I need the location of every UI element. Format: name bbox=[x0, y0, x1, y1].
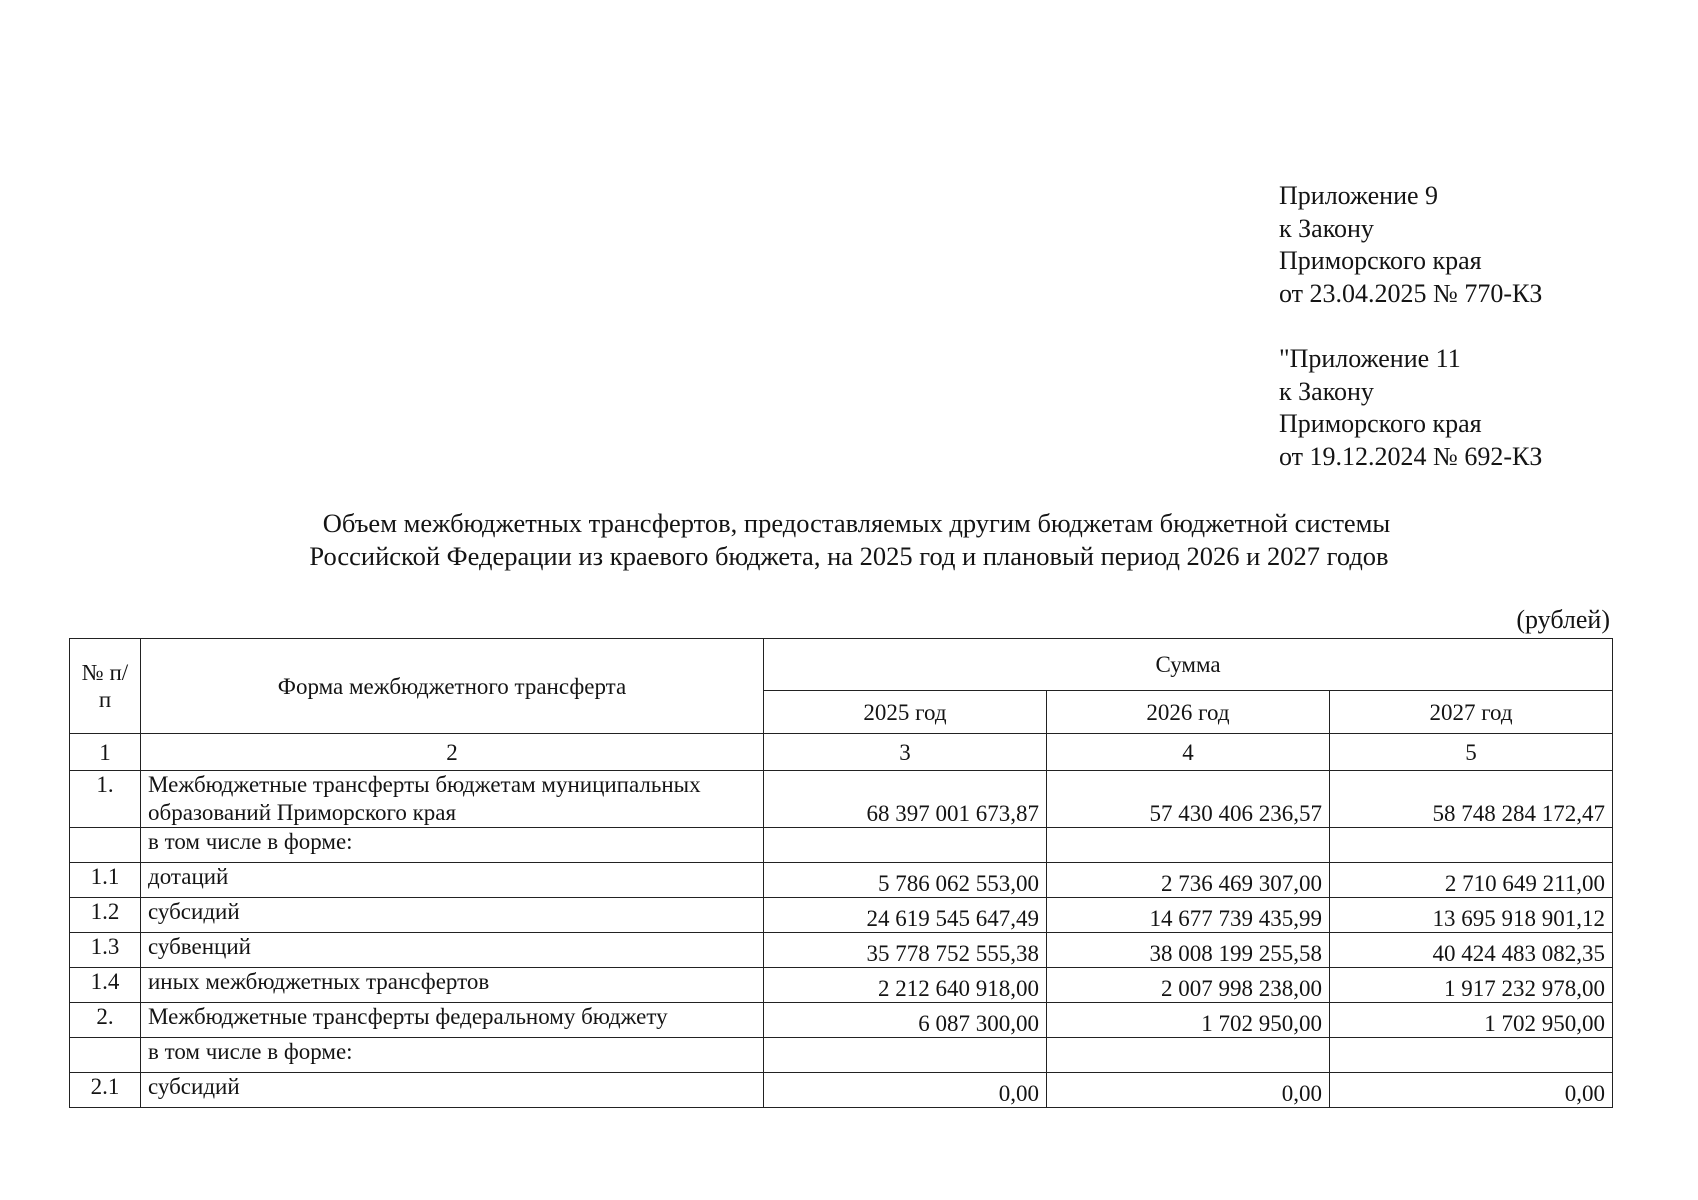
header-year-2026: 2026 год bbox=[1047, 691, 1330, 734]
amount-2025: 2 212 640 918,00 bbox=[764, 968, 1047, 1003]
row-number: 1.1 bbox=[70, 863, 141, 898]
table-row bbox=[70, 933, 1613, 968]
row-number: 2. bbox=[70, 1003, 141, 1038]
row-name: иных межбюджетных трансфертов bbox=[141, 968, 764, 1003]
column-number: 5 bbox=[1330, 734, 1613, 771]
amount-2025: 5 786 062 553,00 bbox=[764, 863, 1047, 898]
amount-2026: 14 677 739 435,99 bbox=[1047, 898, 1330, 933]
header-year-2027: 2027 год bbox=[1330, 691, 1613, 734]
row-name: Межбюджетные трансферты федеральному бюджету bbox=[141, 1003, 764, 1038]
header-num: № п/п bbox=[70, 639, 141, 734]
table-row bbox=[70, 968, 1613, 1003]
amount-2027: 2 710 649 211,00 bbox=[1330, 863, 1613, 898]
header-form: Форма межбюджетного трансферта bbox=[141, 639, 764, 734]
column-numbers-row bbox=[70, 734, 1613, 771]
amount-2026: 2 007 998 238,00 bbox=[1047, 968, 1330, 1003]
annex-header bbox=[1279, 180, 1542, 310]
row-name: субвенций bbox=[141, 933, 764, 968]
amount-2026: 38 008 199 255,58 bbox=[1047, 933, 1330, 968]
table-row bbox=[70, 898, 1613, 933]
amount-2027: 40 424 483 082,35 bbox=[1330, 933, 1613, 968]
row-number: 1. bbox=[70, 771, 141, 828]
unit-label: (рублей) bbox=[1516, 605, 1610, 634]
amount-2025 bbox=[764, 1038, 1047, 1073]
amount-2027: 1 702 950,00 bbox=[1330, 1003, 1613, 1038]
amount-2025: 6 087 300,00 bbox=[764, 1003, 1047, 1038]
table-row bbox=[70, 771, 1613, 828]
amount-2027 bbox=[1330, 1038, 1613, 1073]
row-number: 1.2 bbox=[70, 898, 141, 933]
transfers-table bbox=[69, 638, 1613, 1108]
table-row bbox=[70, 1073, 1613, 1108]
amount-2027: 58 748 284 172,47 bbox=[1330, 771, 1613, 828]
amount-2026: 57 430 406 236,57 bbox=[1047, 771, 1330, 828]
row-number bbox=[70, 1038, 141, 1073]
row-name: субсидий bbox=[141, 898, 764, 933]
row-number bbox=[70, 828, 141, 863]
amount-2025 bbox=[764, 828, 1047, 863]
header-sum: Сумма bbox=[764, 639, 1613, 691]
row-name: в том числе в форме: bbox=[141, 828, 764, 863]
amount-2027: 13 695 918 901,12 bbox=[1330, 898, 1613, 933]
annex-line: Приморского края bbox=[1279, 409, 1482, 438]
annex-line: "Приложение 11 bbox=[1279, 344, 1461, 373]
row-name: субсидий bbox=[141, 1073, 764, 1108]
annex-line: Приложение 9 bbox=[1279, 181, 1439, 210]
amount-2027 bbox=[1330, 828, 1613, 863]
amount-2025: 68 397 001 673,87 bbox=[764, 771, 1047, 828]
amount-2026 bbox=[1047, 828, 1330, 863]
column-number: 4 bbox=[1047, 734, 1330, 771]
column-number: 3 bbox=[764, 734, 1047, 771]
annex-line: от 19.12.2024 № 692-КЗ bbox=[1279, 441, 1543, 471]
row-number: 1.4 bbox=[70, 968, 141, 1003]
table-row bbox=[70, 828, 1613, 863]
row-number: 2.1 bbox=[70, 1073, 141, 1108]
amount-2027: 0,00 bbox=[1330, 1073, 1613, 1108]
document-title bbox=[0, 507, 1698, 572]
title-line: Российской Федерации из краевого бюджета, на 2025 год и плановый период 2026 и 2027 годов bbox=[309, 540, 1389, 571]
annex-line: к Закону bbox=[1279, 376, 1374, 406]
row-name: дотаций bbox=[141, 863, 764, 898]
amount-2026: 1 702 950,00 bbox=[1047, 1003, 1330, 1038]
annex-line: к Закону bbox=[1279, 213, 1374, 243]
amount-2027: 1 917 232 978,00 bbox=[1330, 968, 1613, 1003]
row-number: 1.3 bbox=[70, 933, 141, 968]
header-row bbox=[70, 639, 1613, 691]
column-number: 1 bbox=[70, 734, 141, 771]
header-year-2025: 2025 год bbox=[764, 691, 1047, 734]
table-row bbox=[70, 863, 1613, 898]
amount-2025: 0,00 bbox=[764, 1073, 1047, 1108]
amount-2025: 35 778 752 555,38 bbox=[764, 933, 1047, 968]
annex-line: от 23.04.2025 № 770-КЗ bbox=[1279, 278, 1543, 308]
column-number: 2 bbox=[141, 734, 764, 771]
row-name: в том числе в форме: bbox=[141, 1038, 764, 1073]
amount-2025: 24 619 545 647,49 bbox=[764, 898, 1047, 933]
amended-annex-header bbox=[1279, 343, 1542, 473]
table-row bbox=[70, 1003, 1613, 1038]
row-name: Межбюджетные трансферты бюджетам муниципальных образований Приморского края bbox=[141, 771, 764, 828]
amount-2026: 0,00 bbox=[1047, 1073, 1330, 1108]
title-line: Объем межбюджетных трансфертов, предоставляемых другим бюджетам бюджетной системы bbox=[322, 508, 1391, 538]
amount-2026: 2 736 469 307,00 bbox=[1047, 863, 1330, 898]
amount-2026 bbox=[1047, 1038, 1330, 1073]
annex-line: Приморского края bbox=[1279, 246, 1482, 275]
table-row bbox=[70, 1038, 1613, 1073]
